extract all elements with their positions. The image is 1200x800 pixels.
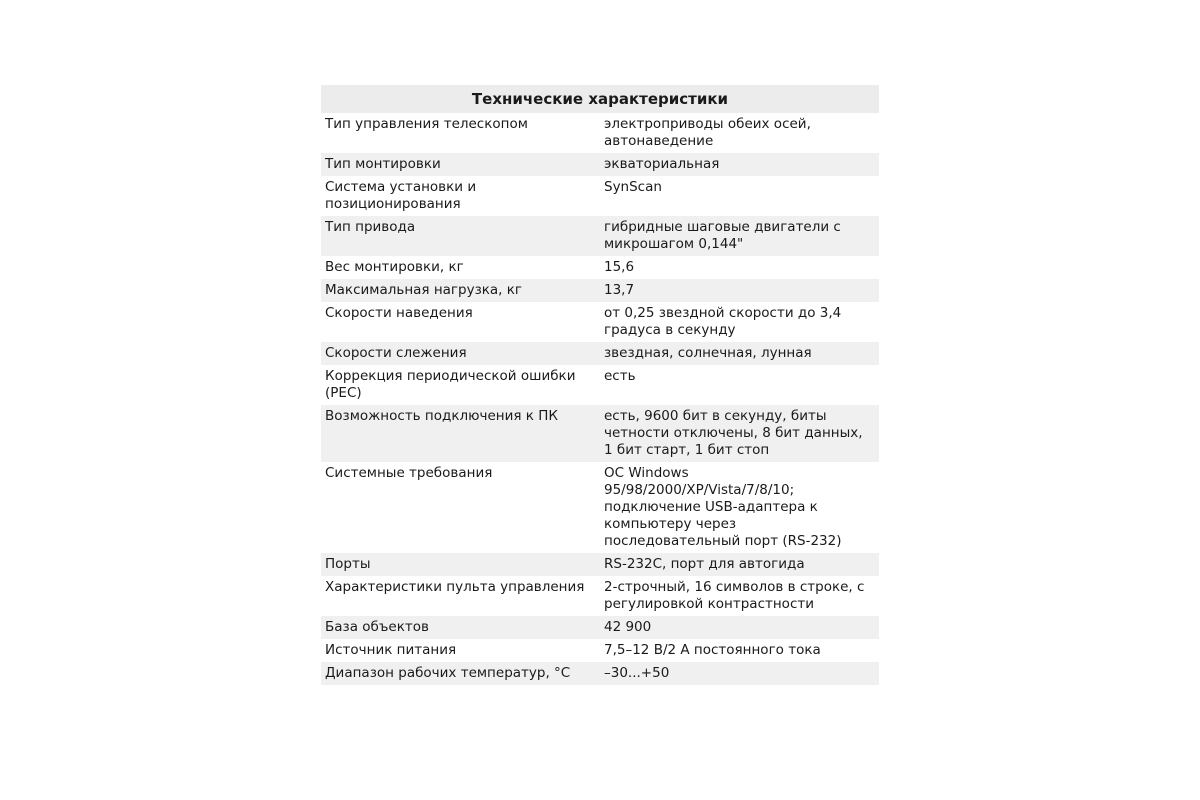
row-value: RS-232C, порт для автогида <box>600 553 879 576</box>
table-row <box>321 662 879 685</box>
table-row <box>321 462 879 553</box>
table-header-row <box>321 85 879 113</box>
table-row <box>321 405 879 462</box>
row-label: Система установки и позиционирования <box>325 179 477 212</box>
specifications-table <box>321 85 879 685</box>
row-label: Возможность подключения к ПК <box>321 405 600 462</box>
row-value: 15,6 <box>604 259 635 275</box>
table-row <box>321 153 879 176</box>
row-label: База объектов <box>321 616 600 639</box>
row-value: электроприводы обеих осей, автонаведение <box>604 116 811 149</box>
row-label: Диапазон рабочих температур, °С <box>321 662 600 685</box>
row-label: Тип привода <box>321 216 600 256</box>
table-row <box>321 216 879 256</box>
row-value: есть, 9600 бит в секунду, биты четности отключены, 8 бит данных, 1 бит старт, 1 бит стоп <box>600 405 879 462</box>
row-value: есть <box>604 368 636 384</box>
table-row <box>321 342 879 365</box>
table-row <box>321 576 879 616</box>
table-row <box>321 365 879 405</box>
row-label: Максимальная нагрузка, кг <box>321 279 600 302</box>
table-row <box>321 176 879 216</box>
row-label: Скорости наведения <box>325 305 473 321</box>
table-row <box>321 553 879 576</box>
row-value: 7,5–12 В/2 А постоянного тока <box>604 642 821 658</box>
table-row <box>321 639 879 662</box>
row-value: от 0,25 звездной скорости до 3,4 градуса в секунду <box>604 305 842 338</box>
row-label: Порты <box>321 553 600 576</box>
row-label: Тип монтировки <box>321 153 600 176</box>
row-value: SynScan <box>604 179 662 195</box>
row-label: Скорости слежения <box>321 342 600 365</box>
row-value: 42 900 <box>600 616 879 639</box>
row-value: –30...+50 <box>600 662 879 685</box>
table-row <box>321 113 879 153</box>
row-value: гибридные шаговые двигатели с микрошагом 0,144" <box>600 216 879 256</box>
table-row <box>321 302 879 342</box>
row-label: Источник питания <box>325 642 457 658</box>
table-title: Технические характеристики <box>321 85 879 113</box>
row-label: Характеристики пульта управления <box>325 579 585 595</box>
row-value: 13,7 <box>600 279 879 302</box>
table-row <box>321 279 879 302</box>
row-value: 2-строчный, 16 символов в строке, с регулировкой контрастности <box>604 579 865 612</box>
row-label: Коррекция периодической ошибки (PEC) <box>325 368 576 401</box>
row-label: Тип управления телескопом <box>325 116 528 132</box>
row-label: Вес монтировки, кг <box>325 259 464 275</box>
row-value: ОС Windows 95/98/2000/XP/Vista/7/8/10; подключение USB-адаптера к компьютеру через последовательный порт (RS-232) <box>604 465 842 549</box>
row-label: Системные требования <box>325 465 493 481</box>
table-row <box>321 256 879 279</box>
table-row <box>321 616 879 639</box>
row-value: звездная, солнечная, лунная <box>600 342 879 365</box>
row-value: экваториальная <box>600 153 879 176</box>
